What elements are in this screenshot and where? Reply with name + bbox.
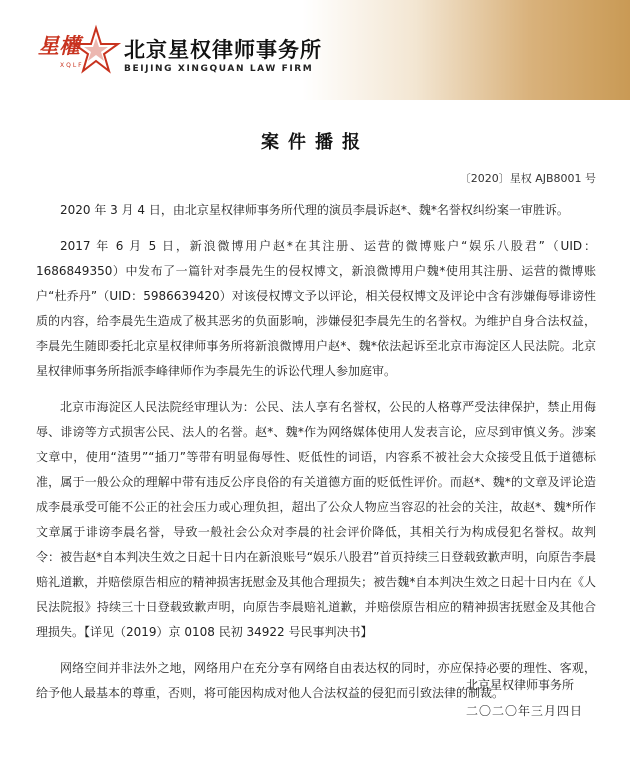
letterhead-banner: [0, 0, 630, 100]
document-title: 案件播报: [261, 132, 369, 153]
logo-subtext: XQLF: [60, 62, 84, 69]
reference-number: 〔2020〕星权 AJB8001 号: [459, 172, 596, 185]
paragraph: 2020 年 3 月 4 日，由北京星权律师事务所代理的演员李晨诉赵*、魏*名誉权纠纷案一审胜诉。: [60, 203, 569, 217]
signature-date: 二〇二〇年三月四日: [466, 704, 584, 718]
paragraph: 网络空间并非法外之地，网络用户在充分享有网络自由表达权的同时，亦应保持必要的理性、客观，给予他人最基本的尊重，否则，将可能因构成对他人合法权益的侵犯而引致法律的制裁。: [36, 661, 596, 700]
logo-wordmark: 星權: [38, 34, 80, 58]
firm-name-en: BEIJING XINGQUAN LAW FIRM: [124, 64, 314, 74]
firm-name-cn: 北京星权律师事务所: [124, 37, 322, 62]
paragraph: 北京市海淀区人民法院经审理认为：公民、法人享有名誉权，公民的人格尊严受法律保护，禁止用侮辱、诽谤等方式损害公民、法人的名誉。赵*、魏*作为网络媒体使用人发表言论，应尽到审慎义务。涉案文章中，使用“渣男”“插刀”等带有明显侮辱性、贬低性的词语，内容系不被社会大众接受且低于道德标准，属于一般公众的理解中带有违反公序良俗的有关道德方面的贬低性评价。而赵*、魏*的文章及评论造成李晨承受可能不公正的社会压力或心理负担，超出了公众人物应当容忍的社会的关注，故赵*、魏*所作文章属于诽谤李晨名誉，导致一般社会公众对李晨的社会评价降低，其相关行为构成侵犯名誉权。故判令：被告赵*自本判决生效之日起十日内在新浪账号“娱乐八股君”首页持续三日登载致歉声明，向原告李晨赔礼道歉，并赔偿原告相应的精神损害抚慰金及其他合理损失；被告魏*自本判决生效之日起十日内在《人民法院报》持续三十日登载致歉声明，向原告李晨赔礼道歉，并赔偿原告相应的精神损害抚慰金及其他合理损失。【详见（2019）京 0108 民初 34922 号民事判决书】: [36, 400, 596, 639]
document-body: [36, 198, 596, 706]
paragraph: 2017 年 6 月 5 日，新浪微博用户赵*在其注册、运营的微博账户“娱乐八股君”（UID：1686849350）中发布了一篇针对李晨先生的侵权博文，新浪微博用户魏*使用其注册、运营的微博账户“杜乔丹”（UID：5986639420）对该侵权博文予以评论，相关侵权博文及评论中含有涉嫌侮辱诽谤性质的内容，给李晨先生造成了极其恶劣的负面影响，涉嫌侵犯李晨先生的名誉权。为维护自身合法权益，李晨先生随即委托北京星权律师事务所将新浪微博用户赵*、魏*依法起诉至北京市海淀区人民法院。北京星权律师事务所指派李峰律师作为李晨先生的诉讼代理人参加庭审。: [36, 239, 596, 378]
signature-firm: 北京星权律师事务所: [466, 678, 575, 692]
